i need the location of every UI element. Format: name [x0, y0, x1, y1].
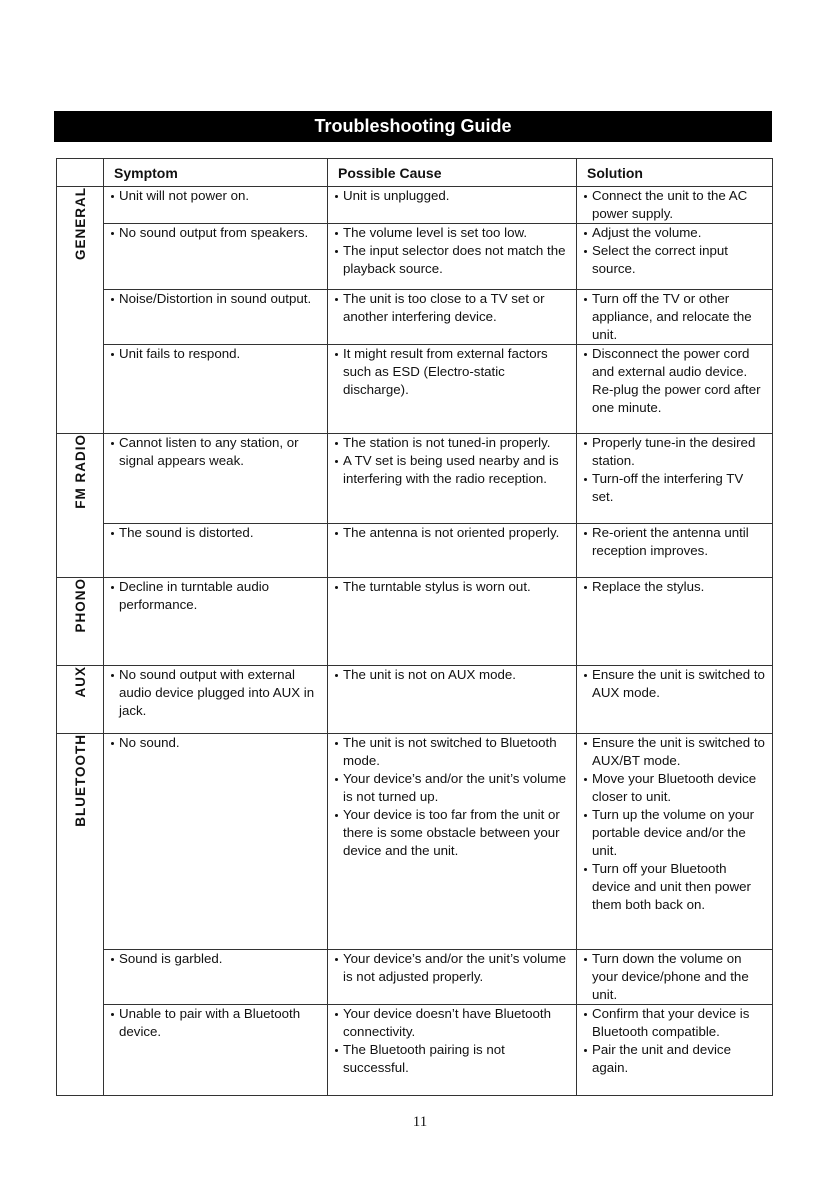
solution-item: Turn-off the interfering TV set. [583, 470, 768, 506]
cause-list [334, 290, 572, 326]
category-label: PHONO [73, 578, 88, 633]
cause-item: A TV set is being used nearby and is interfering with the radio reception. [334, 452, 572, 488]
solution-list [583, 734, 768, 914]
cause-cell [328, 434, 577, 524]
cause-item: The turntable stylus is worn out. [334, 578, 572, 596]
cause-item: It might result from external factors such as ESD (Electro-static discharge). [334, 345, 572, 399]
symptom-item: No sound output with external audio device plugged into AUX in jack. [110, 666, 323, 720]
symptom-item: The sound is distorted. [110, 524, 323, 542]
cause-cell [328, 345, 577, 434]
solution-cell [577, 734, 773, 950]
solution-item: Turn up the volume on your portable device and/or the unit. [583, 806, 768, 860]
solution-header: Solution [577, 159, 773, 187]
category-label: GENERAL [73, 187, 88, 261]
solution-item: Ensure the unit is switched to AUX mode. [583, 666, 768, 702]
cause-list [334, 434, 572, 488]
cause-item: The unit is not switched to Bluetooth mode. [334, 734, 572, 770]
solution-item: Turn down the volume on your device/phone and the unit. [583, 950, 768, 1004]
symptom-list [110, 224, 323, 242]
symptom-item: Cannot listen to any station, or signal appears weak. [110, 434, 323, 470]
solution-cell [577, 1005, 773, 1096]
cause-list [334, 950, 572, 986]
symptom-list [110, 950, 323, 968]
category-cell [57, 578, 104, 666]
symptom-cell [104, 524, 328, 578]
symptom-header: Symptom [104, 159, 328, 187]
symptom-list [110, 345, 323, 363]
solution-item: Turn off the TV or other appliance, and relocate the unit. [583, 290, 768, 344]
solution-cell [577, 345, 773, 434]
symptom-cell [104, 666, 328, 734]
troubleshooting-table [56, 158, 773, 1096]
symptom-item: Decline in turntable audio performance. [110, 578, 323, 614]
page-number: 11 [412, 1114, 428, 1130]
table-body [57, 187, 773, 1096]
cause-cell [328, 187, 577, 224]
cause-list [334, 666, 572, 684]
header-row [57, 159, 773, 187]
cause-list [334, 734, 572, 860]
category-label: FM RADIO [73, 434, 88, 509]
cause-list [334, 345, 572, 399]
symptom-list [110, 290, 323, 308]
symptom-list [110, 1005, 323, 1041]
table-row [57, 1005, 773, 1096]
table-row [57, 578, 773, 666]
symptom-item: No sound. [110, 734, 323, 752]
symptom-cell [104, 734, 328, 950]
symptom-cell [104, 290, 328, 345]
cause-cell [328, 1005, 577, 1096]
table-row [57, 434, 773, 524]
cause-item: The unit is too close to a TV set or another interfering device. [334, 290, 572, 326]
solution-cell [577, 950, 773, 1005]
table-row [57, 345, 773, 434]
cause-item: Unit is unplugged. [334, 187, 572, 205]
cause-list [334, 1005, 572, 1077]
category-cell [57, 434, 104, 578]
cause-cell [328, 578, 577, 666]
cause-item: Your device’s and/or the unit’s volume is not turned up. [334, 770, 572, 806]
cause-item: The Bluetooth pairing is not successful. [334, 1041, 572, 1077]
symptom-cell [104, 950, 328, 1005]
solution-cell [577, 578, 773, 666]
solution-item: Ensure the unit is switched to AUX/BT mode. [583, 734, 768, 770]
solution-cell [577, 524, 773, 578]
cause-cell [328, 290, 577, 345]
symptom-item: Unit fails to respond. [110, 345, 323, 363]
cause-cell [328, 666, 577, 734]
solution-list [583, 345, 768, 417]
cause-list [334, 578, 572, 596]
cause-item: The station is not tuned-in properly. [334, 434, 572, 452]
symptom-item: Noise/Distortion in sound output. [110, 290, 323, 308]
symptom-item: Unit will not power on. [110, 187, 323, 205]
symptom-cell [104, 187, 328, 224]
cause-item: The antenna is not oriented properly. [334, 524, 572, 542]
cause-list [334, 524, 572, 542]
solution-item: Connect the unit to the AC power supply. [583, 187, 768, 223]
category-cell [57, 734, 104, 1096]
cause-cell [328, 950, 577, 1005]
symptom-cell [104, 224, 328, 290]
symptom-list [110, 434, 323, 470]
solution-item: Pair the unit and device again. [583, 1041, 768, 1077]
category-label: AUX [73, 666, 88, 698]
cause-item: The unit is not on AUX mode. [334, 666, 572, 684]
symptom-item: No sound output from speakers. [110, 224, 323, 242]
cause-cell [328, 224, 577, 290]
category-cell [57, 666, 104, 734]
symptom-cell [104, 345, 328, 434]
solution-list [583, 524, 768, 560]
cause-item: Your device’s and/or the unit’s volume is not adjusted properly. [334, 950, 572, 986]
table-row [57, 666, 773, 734]
solution-cell [577, 290, 773, 345]
solution-cell [577, 187, 773, 224]
table-row [57, 734, 773, 950]
solution-list [583, 290, 768, 344]
cause-header: Possible Cause [328, 159, 577, 187]
cause-list [334, 224, 572, 278]
category-cell [57, 187, 104, 434]
symptom-list [110, 578, 323, 614]
solution-item: Properly tune-in the desired station. [583, 434, 768, 470]
solution-item: Replace the stylus. [583, 578, 768, 596]
solution-item: Disconnect the power cord and external audio device. Re-plug the power cord after one minute. [583, 345, 768, 417]
solution-list [583, 578, 768, 596]
solution-list [583, 187, 768, 223]
cause-cell [328, 734, 577, 950]
solution-list [583, 224, 768, 278]
solution-cell [577, 666, 773, 734]
solution-item: Confirm that your device is Bluetooth compatible. [583, 1005, 768, 1041]
cause-cell [328, 524, 577, 578]
solution-cell [577, 224, 773, 290]
cause-item: The volume level is set too low. [334, 224, 572, 242]
table-row [57, 950, 773, 1005]
table-row [57, 524, 773, 578]
symptom-cell [104, 1005, 328, 1096]
solution-item: Adjust the volume. [583, 224, 768, 242]
category-label: BLUETOOTH [73, 734, 88, 827]
solution-list [583, 1005, 768, 1077]
symptom-list [110, 187, 323, 205]
header-corner [57, 159, 104, 187]
symptom-list [110, 524, 323, 542]
cause-item: The input selector does not match the playback source. [334, 242, 572, 278]
table-row [57, 290, 773, 345]
solution-cell [577, 434, 773, 524]
solution-list [583, 666, 768, 702]
solution-list [583, 434, 768, 506]
page-title: Troubleshooting Guide [54, 111, 772, 142]
symptom-item: Sound is garbled. [110, 950, 323, 968]
cause-item: Your device doesn’t have Bluetooth connectivity. [334, 1005, 572, 1041]
symptom-list [110, 734, 323, 752]
table-row [57, 187, 773, 224]
symptom-cell [104, 578, 328, 666]
solution-item: Re-orient the antenna until reception improves. [583, 524, 768, 560]
symptom-item: Unable to pair with a Bluetooth device. [110, 1005, 323, 1041]
solution-item: Select the correct input source. [583, 242, 768, 278]
cause-item: Your device is too far from the unit or there is some obstacle between your device and the unit. [334, 806, 572, 860]
cause-list [334, 187, 572, 205]
table-row [57, 224, 773, 290]
symptom-cell [104, 434, 328, 524]
symptom-list [110, 666, 323, 720]
solution-list [583, 950, 768, 1004]
solution-item: Turn off your Bluetooth device and unit then power them both back on. [583, 860, 768, 914]
solution-item: Move your Bluetooth device closer to unit. [583, 770, 768, 806]
